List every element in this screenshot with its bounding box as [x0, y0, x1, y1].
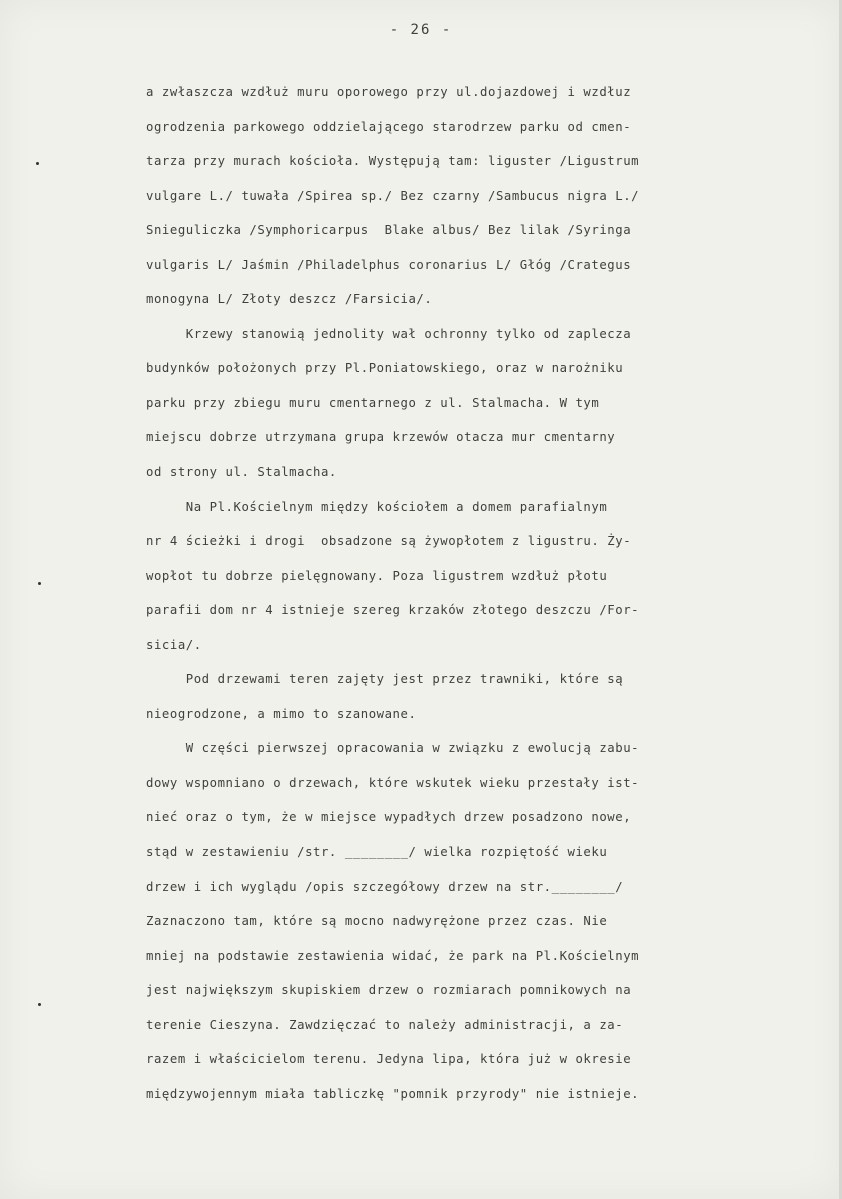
text-line: Pod drzewami teren zajęty jest przez trawniki, które są	[146, 672, 624, 687]
text-line: terenie Cieszyna. Zawdzięczać to należy administracji, a za-	[146, 1017, 624, 1032]
text-line: nieć oraz o tym, że w miejsce wypadłych drzew posadzono nowe,	[146, 810, 632, 825]
text-line: mniej na podstawie zestawienia widać, że park na Pl.Kościelnym	[146, 948, 640, 963]
text-line: nieogrodzone, a mimo to szanowane.	[146, 706, 417, 721]
margin-dot	[38, 582, 41, 585]
text-line: razem i właścicielom terenu. Jedyna lipa, która już w okresie	[146, 1052, 632, 1067]
text-line: a zwłaszcza wzdłuż muru oporowego przy ul.dojazdowej i wzdłuz	[146, 85, 632, 99]
margin-dot	[36, 162, 39, 165]
text-line: parafii dom nr 4 istnieje szereg krzaków złotego deszczu /For-	[146, 603, 640, 618]
margin-dot	[38, 1003, 41, 1006]
text-line: sicia/.	[146, 637, 202, 652]
text-line: drzew i ich wyglądu /opis szczegółowy drzew na str.________/	[146, 879, 624, 894]
text-line: międzywojennym miała tabliczkę "pomnik przyrody" nie istnieje.	[146, 1086, 640, 1101]
text-line: od strony ul. Stalmacha.	[146, 465, 337, 480]
page-number: - 26 -	[389, 22, 453, 38]
text-line: Na Pl.Kościelnym między kościołem a domem parafialnym	[146, 499, 608, 514]
text-line: nr 4 ścieżki i drogi obsadzone są żywopłotem z ligustru. Ży-	[146, 534, 632, 549]
text-line: W części pierwszej opracowania w związku z ewolucją zabu-	[146, 741, 640, 756]
text-line: wopłot tu dobrze pielęgnowany. Poza ligustrem wzdłuż płotu	[146, 568, 608, 583]
text-line: monogyna L/ Złoty deszcz /Farsicia/.	[146, 292, 433, 307]
text-line: miejscu dobrze utrzymana grupa krzewów otacza mur cmentarny	[146, 430, 616, 445]
text-line: Zaznaczono tam, które są mocno nadwyrężone przez czas. Nie	[146, 914, 608, 929]
text-line: jest największym skupiskiem drzew o rozmiarach pomnikowych na	[146, 983, 632, 998]
text-line: vulgare L./ tuwała /Spirea sp./ Bez czarny /Sambucus nigra L./	[146, 188, 640, 203]
text-line: tarza przy murach kościoła. Występują tam: liguster /Ligustrum	[146, 154, 640, 169]
text-line: vulgaris L/ Jaśmin /Philadelphus coronarius L/ Głóg /Crategus	[146, 257, 632, 272]
text-line: ogrodzenia parkowego oddzielającego starodrzew parku od cmen-	[146, 119, 632, 134]
text-line: parku przy zbiegu muru cmentarnego z ul. Stalmacha. W tym	[146, 395, 600, 410]
text-line: Krzewy stanowią jednolity wał ochronny tylko od zaplecza	[146, 326, 632, 341]
text-line: budynków położonych przy Pl.Poniatowskiego, oraz w narożniku	[146, 361, 624, 376]
text-line: stąd w zestawieniu /str. ________/ wielka rozpiętość wieku	[146, 845, 608, 860]
text-line: Snieguliczka /Symphoricarpus Blake albus/ Bez lilak /Syringa	[146, 223, 632, 238]
body-text	[146, 81, 786, 1117]
text-line: dowy wspomniano o drzewach, które wskutek wieku przestały ist-	[146, 775, 640, 790]
